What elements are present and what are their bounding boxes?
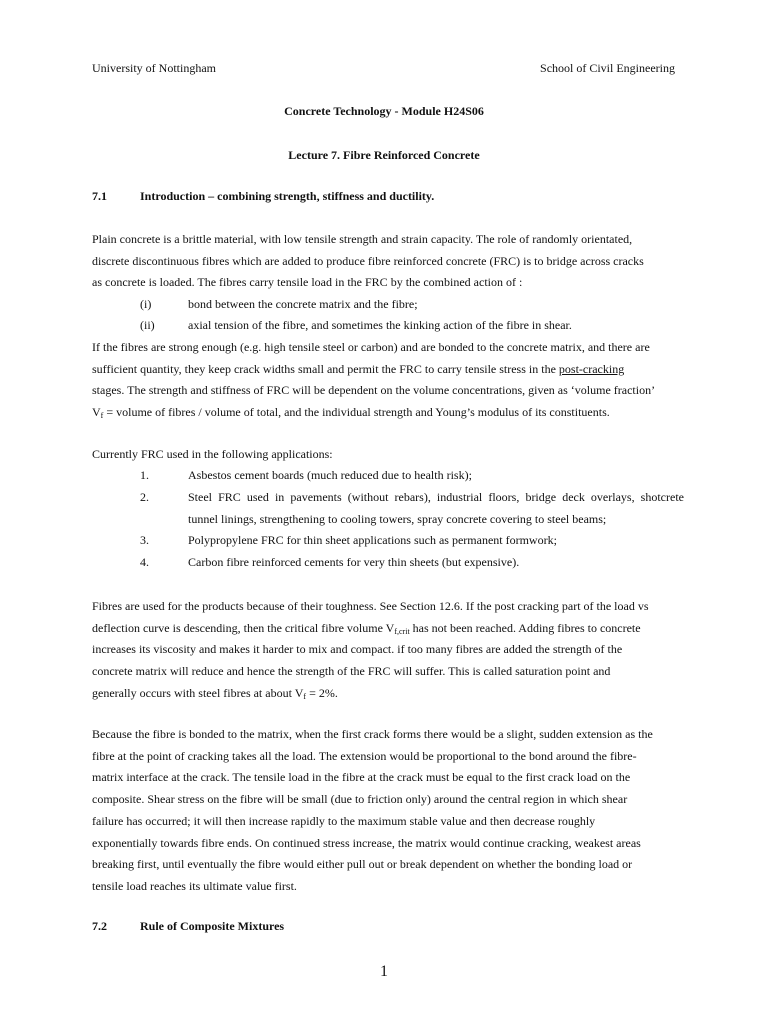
intro-paragraph [92,229,676,294]
text-span: deflection curve is descending, then the critical fibre volume V [92,620,395,635]
header-institution: University of Nottingham [92,61,216,75]
text-span: generally occurs with steel fibres at about V [92,685,304,700]
strength-paragraph [92,337,676,424]
list-label: 4. [140,555,149,569]
text-line: tensile load reaches its ultimate value first. [92,878,297,893]
volume-symbol: V [92,405,101,420]
text-span: = volume of fibres / volume of total, and the individual strength and Young’s modulus of its constituents. [103,405,610,420]
list-text: bond between the concrete matrix and the fibre; [188,297,418,311]
subscript: f [100,411,104,421]
list-label: 2. [140,490,149,504]
text-line: Plain concrete is a brittle material, with low tensile strength and strain capacity. The role of randomly orientated, [92,232,633,246]
text-span: sufficient quantity, they keep crack widths small and permit the FRC to carry tensile stress in the [92,361,559,376]
text-line [92,683,676,705]
bond-paragraph [92,724,676,898]
text-line: Fibres are used for the products because of their toughness. See Section 12.6. If the post cracking part of the load vs [92,599,649,613]
section-title: Rule of Composite Mixtures [140,919,285,933]
text-line: increases its viscosity and makes it harder to mix and compact. if too many fibres are added the strength of the [92,642,623,657]
section-number: 7.1 [92,189,107,203]
text-line: composite. Shear stress on the fibre will be small (due to friction only) around the central region in which shear [92,792,628,807]
list-label: (i) [140,297,152,311]
section-heading-7-2 [92,919,284,934]
application-item [140,465,680,487]
text-line: If the fibres are strong enough (e.g. high tensile steel or carbon) and are bonded to the concrete matrix, and there are [92,340,650,354]
text-line: as concrete is loaded. The fibres carry tensile load in the FRC by the combined action of : [92,275,523,290]
toughness-paragraph [92,596,676,705]
list-text: tunnel linings, strengthening to cooling towers, spray concrete covering to steel beams; [188,512,607,526]
section-title: Introduction – combining strength, stiffness and ductility. [140,189,435,203]
lecture-title: Lecture 7. Fibre Reinforced Concrete [288,148,480,162]
list-text: Polypropylene FRC for thin sheet applications such as permanent formwork; [188,533,557,547]
application-item [140,487,684,531]
subscript: f [303,691,307,701]
list-text: axial tension of the fibre, and sometimes the kinking action of the fibre in shear. [188,318,572,332]
text-line: fibre at the point of cracking takes all the load. The extension would be proportional to the bond around the fibre- [92,748,637,763]
text-line: matrix interface at the crack. The tensile load in the fibre at the crack must be equal to the first crack load on the [92,770,631,785]
text-span: = 2%. [306,685,338,700]
text-span: has not been reached. Adding fibres to concrete [409,620,641,635]
text-line: Because the fibre is bonded to the matrix, when the first crack forms there would be a slight, sudden extension as the [92,727,653,741]
applications-intro: Currently FRC used in the following applications: [92,447,333,461]
text-line [92,359,676,381]
text-line [92,618,676,640]
header-school: School of Civil Engineering [540,61,675,75]
list-text: Carbon fibre reinforced cements for very thin sheets (but expensive). [188,555,520,569]
post-cracking-underlined: post-cracking [558,361,625,376]
document-title: Concrete Technology - Module H24S06 [284,104,484,118]
section-heading-7-1 [92,189,434,204]
text-line [92,402,676,424]
list-label: (ii) [140,318,155,332]
text-line: concrete matrix will reduce and hence the strength of the FRC will suffer. This is called saturation point and [92,664,611,679]
application-item [140,530,680,552]
list-item [140,294,680,316]
text-line: exponentially towards fibre ends. On continued stress increase, the matrix would continue cracking, weakest areas [92,835,641,850]
subscript: f,crit [394,626,410,636]
text-line: breaking first, until eventually the fibre would either pull out or break dependent on whether the bonding load or [92,857,633,872]
list-label: 3. [140,533,149,547]
text-line: stages. The strength and stiffness of FRC will be dependent on the volume concentrations, given as ‘volume fraction’ [92,383,656,398]
application-item [140,552,680,574]
text-line: failure has occurred; it will then increase rapidly to the maximum stable value and then decrease roughly [92,813,596,828]
page-number: 1 [380,963,388,980]
section-number: 7.2 [92,919,107,933]
text-line: discrete discontinuous fibres which are added to produce fibre reinforced concrete (FRC) is to bridge across cracks [92,253,644,268]
list-label: 1. [140,468,149,482]
list-item [140,315,680,337]
list-text: Steel FRC used in pavements (without rebars), industrial floors, bridge deck overlays, shotcrete [188,490,684,504]
list-text: Asbestos cement boards (much reduced due to health risk); [188,468,472,482]
